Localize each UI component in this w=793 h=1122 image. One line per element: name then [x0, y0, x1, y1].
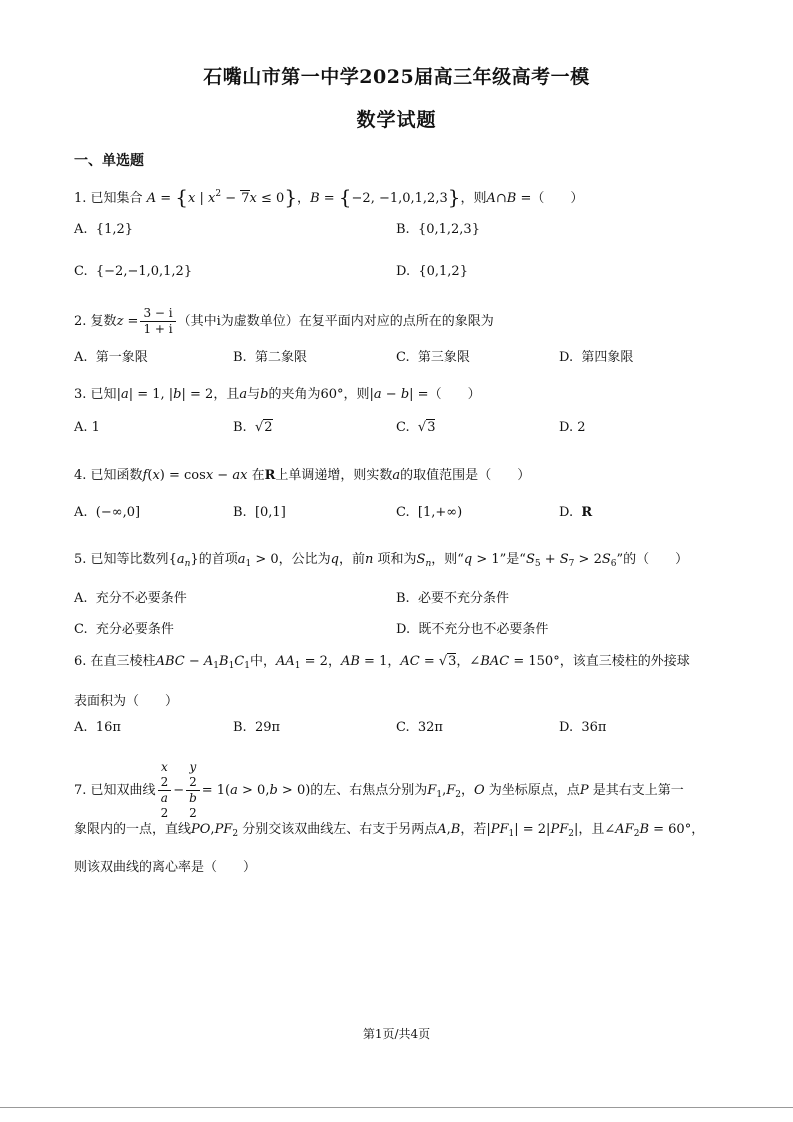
q5-option-d[interactable]: D. 既不充分也不必要条件: [396, 622, 549, 637]
question-2: 2. 复数z = $\frac{3 - i}{1 + i}$ （其中i为虚数单位）在复平面内对应的点所在的象限为: [74, 306, 494, 336]
q4-option-d[interactable]: D. R: [559, 505, 593, 520]
q3-option-d[interactable]: D. 2: [559, 420, 586, 435]
question-6: 6. 在直三棱柱ABC − $A_1B_1C_1$中，$AA_1 = 2$，AB = 1，AC = √3，∠BAC = 150°，该直三棱柱的外接球: [74, 654, 690, 671]
q1-option-d[interactable]: D. {0,1,2}: [396, 264, 468, 279]
section-heading: 一、单选题: [74, 153, 144, 169]
question-1: 1. 已知集合 A = {x | $x^2 - 7x \le 0$}，B = {−2, −1,0,1,2,3}，则A∩B =（ ）: [74, 185, 584, 209]
q4-option-a[interactable]: A. (−∞,0]: [74, 505, 141, 520]
q2-option-d[interactable]: D. 第四象限: [559, 350, 634, 365]
bottom-divider: [0, 1107, 793, 1108]
q6-option-c[interactable]: C. 32π: [396, 720, 443, 735]
q4-option-b[interactable]: B. [0,1]: [233, 505, 286, 520]
q6-option-d[interactable]: D. 36π: [559, 720, 607, 735]
exam-subtitle: 数学试题: [356, 109, 437, 131]
q5-option-a[interactable]: A. 充分不必要条件: [74, 591, 187, 606]
q2-option-c[interactable]: C. 第三象限: [396, 350, 470, 365]
page-footer: 第1页/共4页: [362, 1027, 431, 1041]
question-5: 5. 已知等比数列$\{a_n\}$的首项$a_1 > 0$，公比为q，前n 项和为$S_n$，则“q > 1”是“$S_5 + S_7 > 2S_6$”的（ ）: [74, 552, 689, 569]
q5-option-b[interactable]: B. 必要不充分条件: [396, 591, 509, 606]
question-6-line2: 表面积为（ ）: [74, 694, 179, 709]
q1-option-c[interactable]: C. {−2,−1,0,1,2}: [74, 264, 193, 279]
question-7: 7. 已知双曲线 x 2 a 2 − y 2 b 2 = 1(a > 0,b > 0)的左、右焦点分别为$F_1,F_2$，O 为坐标原点，点P 是其右支上第一: [74, 760, 684, 820]
q5-option-c[interactable]: C. 充分必要条件: [74, 622, 174, 637]
q3-option-b[interactable]: B. √2: [233, 420, 273, 435]
exam-title: 石嘴山市第一中学2025届高三年级高考一模: [203, 66, 590, 88]
question-4: 4. 已知函数f(x) = cosx − ax 在R上单调递增，则实数a的取值范围是（ ）: [74, 468, 531, 483]
q6-option-a[interactable]: A. 16π: [74, 720, 121, 735]
question-7-line2: 象限内的一点，直线$PO,PF_2$ 分别交该双曲线左、右支于另两点A,B，若$|PF_1| = 2|PF_2|$，且$\angle AF_2B = 60^\circ$，: [74, 822, 705, 839]
q6-option-b[interactable]: B. 29π: [233, 720, 281, 735]
q2-option-b[interactable]: B. 第二象限: [233, 350, 307, 365]
q3-option-a[interactable]: A. 1: [74, 420, 100, 435]
question-7-line3: 则该双曲线的离心率是（ ）: [74, 860, 257, 875]
q2-option-a[interactable]: A. 第一象限: [74, 350, 148, 365]
q1-option-a[interactable]: A. {1,2}: [74, 222, 134, 237]
question-3: 3. 已知|a| = 1, |b| = 2，且a与b的夹角为60°，则|a − b| =（ ）: [74, 387, 481, 402]
q3-option-c[interactable]: C. √3: [396, 420, 436, 435]
q1-option-b[interactable]: B. {0,1,2,3}: [396, 222, 480, 237]
q4-option-c[interactable]: C. [1,+∞): [396, 505, 463, 520]
